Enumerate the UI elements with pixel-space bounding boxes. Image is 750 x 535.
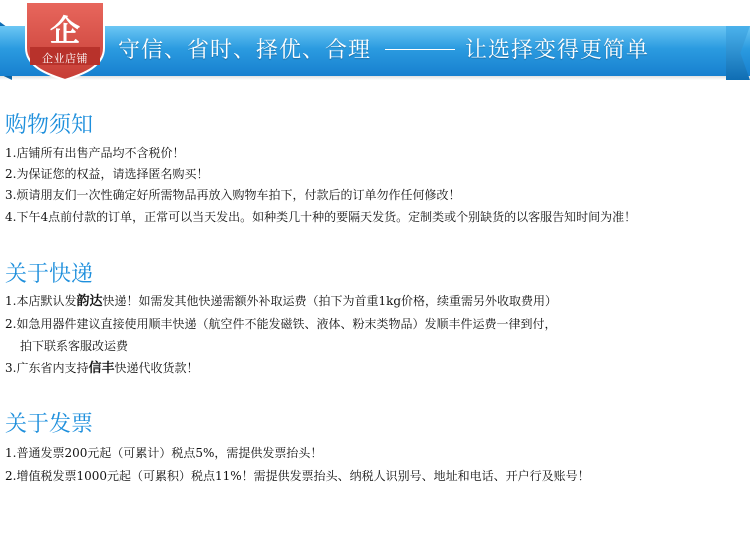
section-title: 关于快递 xyxy=(5,262,94,287)
express-line: 2.如急用器件建议直接使用顺丰快递（航空件不能发磁铁、液体、粉末类物品）发顺丰件运费一律到付， xyxy=(5,317,557,331)
shield-char: 企 xyxy=(50,14,80,49)
notice-line: 3.烦请朋友们一次性确定好所需物品再放入购物车拍下，付款后的订单勿作任何修改！ xyxy=(5,188,461,202)
notice-line: 1.店铺所有出售产品均不含税价！ xyxy=(5,146,185,160)
slogan-right: 让选择变得更简单 xyxy=(465,38,650,63)
section-title: 购物须知 xyxy=(5,113,94,138)
courier-name-highlight: 信丰 xyxy=(88,361,115,376)
enterprise-shield-logo xyxy=(22,0,108,82)
header-banner xyxy=(0,0,750,100)
express-line: 拍下联系客服改运费 xyxy=(20,339,129,353)
slogan-divider xyxy=(385,49,455,50)
slogan-left: 守信、省时、择优、合理 xyxy=(118,38,372,63)
slogan xyxy=(118,34,649,68)
invoice-line: 1.普通发票200元起（可累计）税点5%，需提供发票抬头！ xyxy=(5,446,323,460)
express-line: 3.广东省内支持信丰快递代收货款！ xyxy=(5,361,199,376)
notice-line: 4.下午4点前付款的订单，正常可以当天发出。如种类几十种的要隔天发货。定制类或个别缺货的以客服告知时间为准！ xyxy=(5,210,637,224)
express-line: 1.本店默认发韵达快递！如需发其他快递需额外补取运费（拍下为首重1kg价格，续重需另外收取费用） xyxy=(5,294,558,309)
shield-label: 企业店铺 xyxy=(42,52,88,65)
invoice-line: 2.增值税发票1000元起（可累积）税点11%！需提供发票抬头、纳税人识别号、地址和电话、开户行及账号！ xyxy=(5,469,590,483)
section-title: 关于发票 xyxy=(5,412,94,437)
courier-name-highlight: 韵达 xyxy=(76,294,103,309)
notice-line: 2.为保证您的权益，请选择匿名购买！ xyxy=(5,167,209,181)
